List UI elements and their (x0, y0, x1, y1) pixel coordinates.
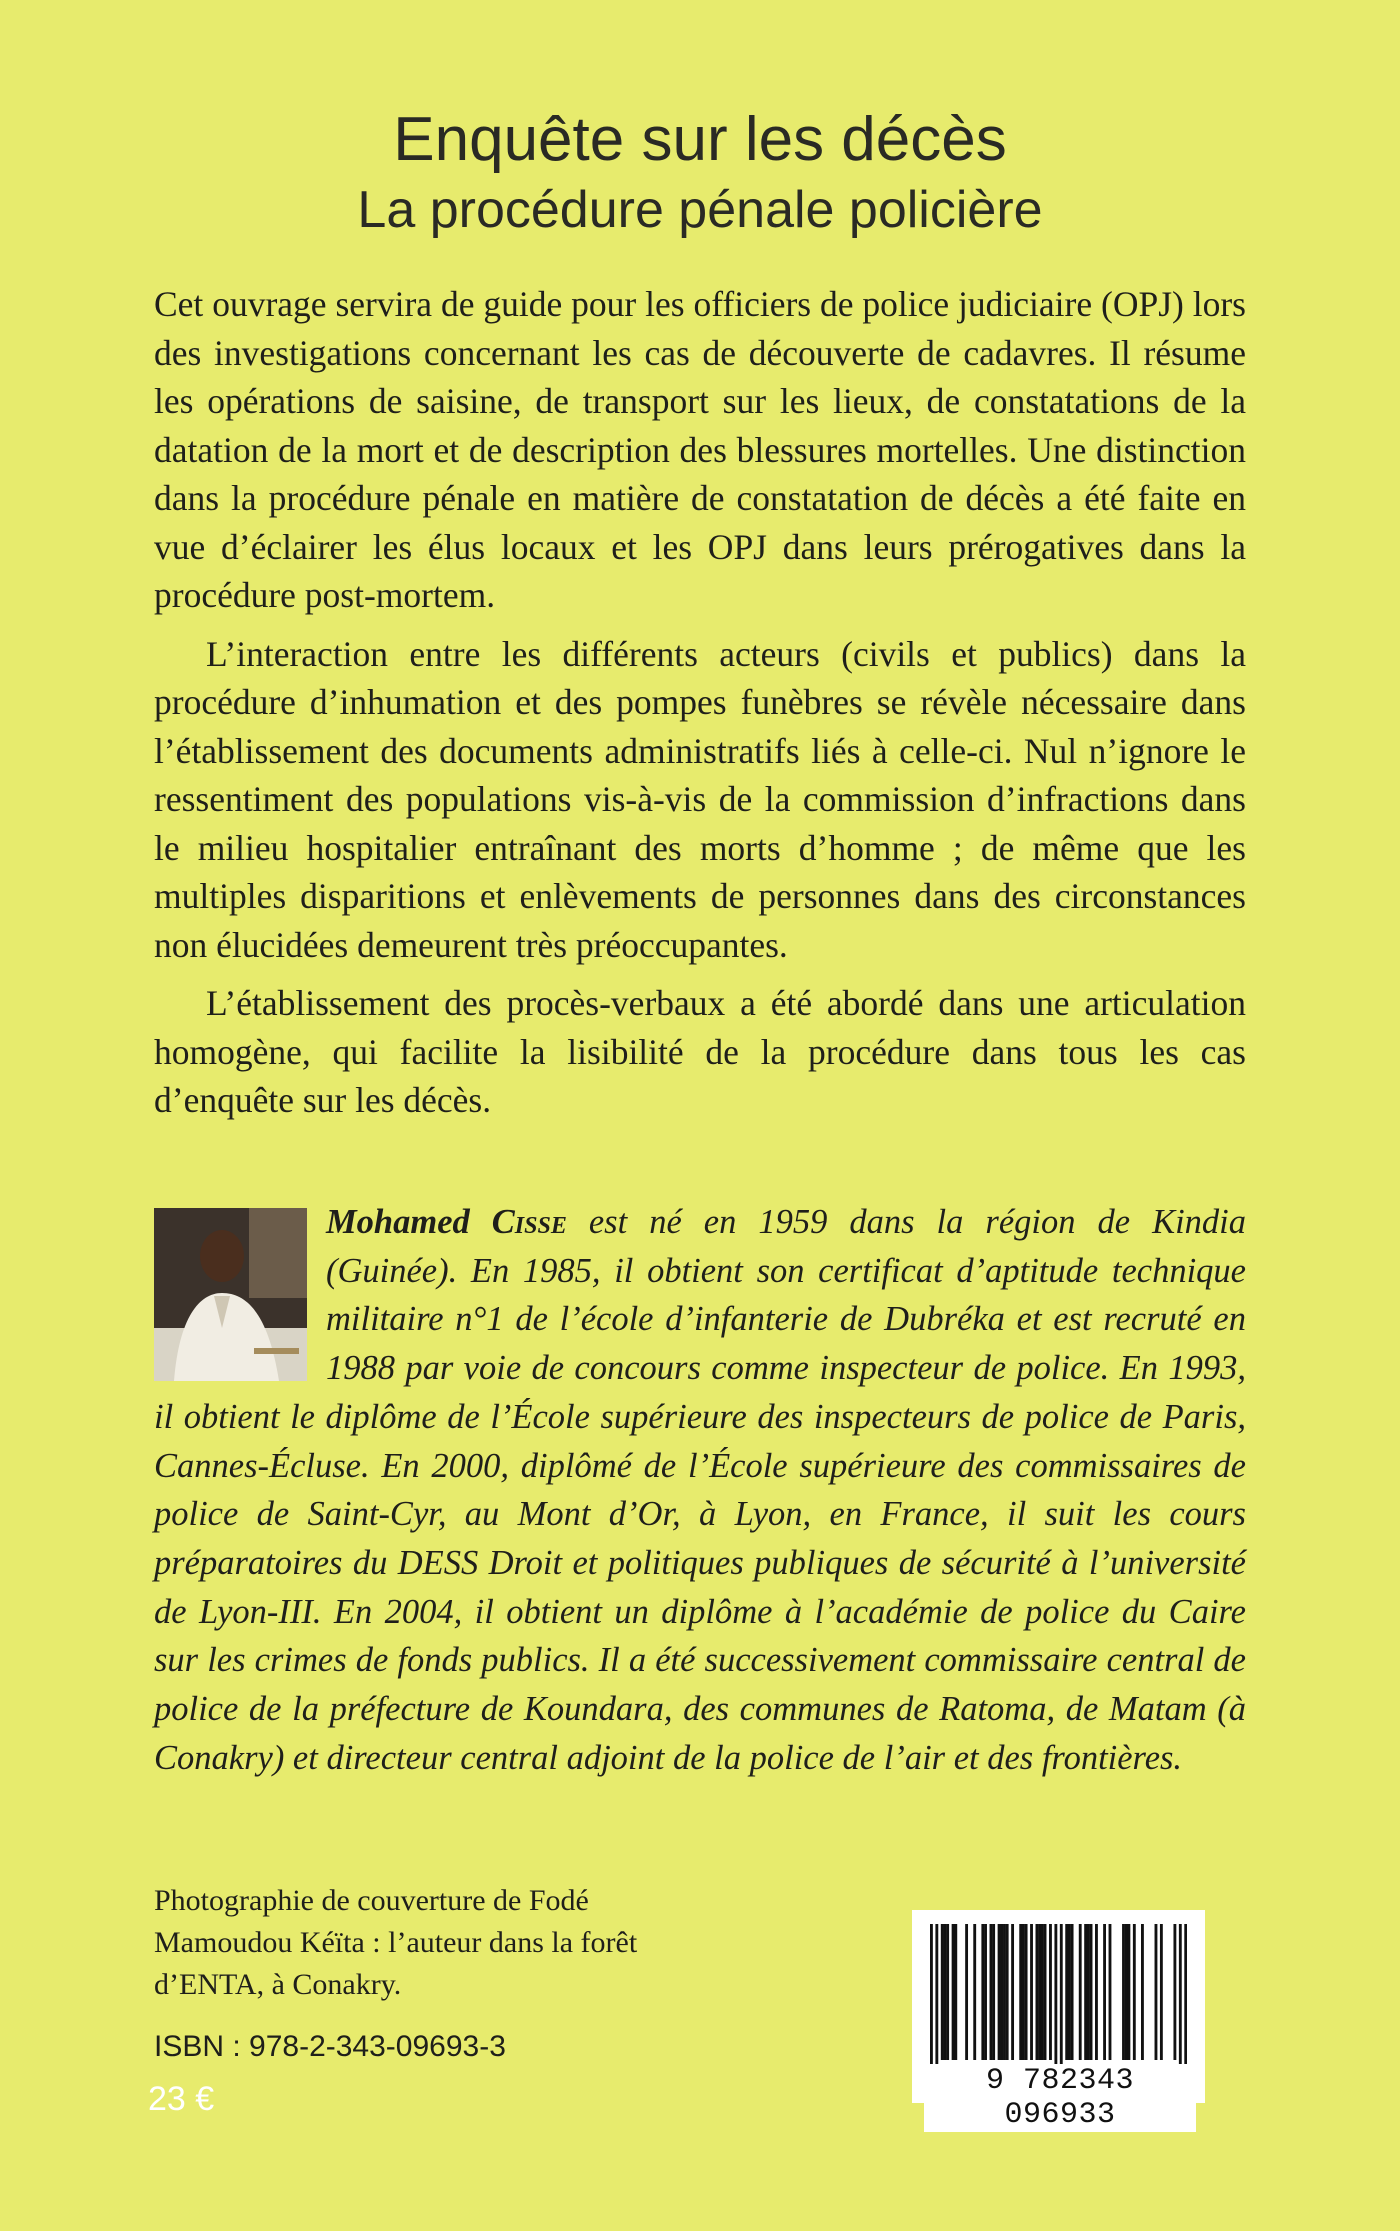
barcode-bar (1160, 1924, 1163, 2060)
barcode-bar (1141, 1924, 1144, 2060)
barcode-bar (1103, 1924, 1106, 2060)
synopsis-paragraph: L’établissement des procès-verbaux a été abordé dans une articulation homogène, qui facilite la lisibilité de la procédure dans tous les cas d’enquête sur les décès. (154, 983, 1246, 1120)
barcode-digits: 9 782343 096933 (924, 2064, 1196, 2132)
barcode-bar (1036, 1924, 1039, 2060)
barcode-bar (1060, 1924, 1063, 2072)
barcode-bar (984, 1924, 987, 2060)
book-title: Enquête sur les décès (393, 105, 1007, 174)
barcode-bar (1122, 1924, 1125, 2060)
barcode-bar (935, 1924, 938, 2072)
barcode-bar (944, 1924, 947, 2060)
barcode-bar (1065, 1924, 1068, 2060)
barcode-bar (1054, 1924, 1057, 2072)
price: 23 € (148, 2080, 215, 2118)
barcode-bar (992, 1924, 995, 2060)
barcode-bar (1025, 1924, 1028, 2060)
author-last-name: Cisse (491, 1203, 567, 1241)
barcode-bar (1179, 1924, 1182, 2072)
barcode-bar (1049, 1924, 1052, 2060)
barcode-bar (1000, 1924, 1003, 2060)
book-subtitle: La procédure pénale policière (357, 181, 1043, 239)
barcode-bar (1003, 1924, 1006, 2060)
barcode-bars (930, 1924, 1187, 2072)
barcode-bar (1133, 1924, 1136, 2060)
barcode-bar (990, 1924, 993, 2060)
barcode (912, 1910, 1205, 2132)
barcode-bar (1155, 1924, 1158, 2060)
photo-spacer (154, 1198, 326, 1390)
barcode-bar (998, 1924, 1001, 2060)
barcode-bar (1044, 1924, 1047, 2060)
barcode-bar (1090, 1924, 1093, 2060)
barcode-bar (1030, 1924, 1033, 2060)
isbn: ISBN : 978-2-343-09693-3 (154, 2030, 506, 2063)
barcode-bar (930, 1924, 933, 2072)
barcode-bar (952, 1924, 955, 2060)
barcode-bar (981, 1924, 984, 2060)
barcode-bar (1173, 1924, 1176, 2060)
author-bio (154, 1198, 1246, 1782)
barcode-bar (1109, 1924, 1112, 2060)
barcode-bar (973, 1924, 976, 2060)
barcode-bar (1095, 1924, 1098, 2060)
synopsis-paragraph: L’interaction entre les différents acteurs (civils et publics) dans la procédure d’inhumation et des pompes funèbres se révèle nécessaire dans l’établissement des documents administratifs liés à celle-ci. Nul n’ignore le ressentiment des populations vis-à-vis de la commission d’infractions dans le milieu hospitalier entraînant des morts d’homme ; de même que les multiples disparitions et enlèvements de personnes dans des circonstances non élucidées demeurent très préoccupantes. (154, 633, 1246, 965)
author-name (326, 1203, 567, 1241)
barcode-bar (1006, 1924, 1009, 2060)
barcode-bar (1087, 1924, 1090, 2060)
synopsis (154, 280, 1246, 1135)
barcode-bar (1071, 1924, 1074, 2060)
barcode-bar (1125, 1924, 1128, 2060)
barcode-bar (946, 1924, 949, 2060)
barcode-bar (1011, 1924, 1014, 2060)
barcode-bar (1022, 1924, 1025, 2060)
photo-credit: Photographie de couverture de Fodé Mamoudou Kéïta : l’auteur dans la forêt d’ENTA, à Conakry. (154, 1884, 638, 2001)
barcode-bar (1038, 1924, 1041, 2060)
barcode-bar (965, 1924, 968, 2060)
barcode-bar (1127, 1924, 1130, 2060)
synopsis-paragraph: Cet ouvrage servira de guide pour les officiers de police judiciaire (OPJ) lors des investigations concernant les cas de découverte de cadavres. Il résume les opérations de saisine, de transport sur les lieux, de constatations de la datation de la mort et de description des blessures mortelles. Une distinction dans la procédure pénale en matière de constatation de décès a été faite en vue d’éclairer les élus locaux et les OPJ dans leurs prérogatives dans la procédure post-mortem. (154, 284, 1246, 615)
barcode-bar (954, 1924, 957, 2060)
barcode-bar (1079, 1924, 1082, 2060)
author-bio-text: est né en 1959 dans la région de Kindia (Guinée). En 1985, il obtient son certificat d’aptitude technique militaire n°1 de l’école d’infanterie de Dubréka et est recruté en 1988 par voie de concours comme inspecteur de police. En 1993, il obtient le diplôme de l’École supérieure des inspecteurs de police de Paris, Cannes-Écluse. En 2000, diplômé de l’École supérieure des commissaires de police de Saint-Cyr, au Mont d’Or, à Lyon, en France, il suit les cours préparatoires du DESS Droit et politiques publiques de sécurité à l’université de Lyon-III. En 2004, il obtient un diplôme à l’académie de police du Caire sur les crimes de fonds publics. Il a été successivement commissaire central de police de la préfecture de Koundara, des communes de Ratoma, de Matam (à Conakry) et directeur central adjoint de la police de l’air et des frontières. (154, 1203, 1246, 1777)
barcode-bar (1184, 1924, 1187, 2072)
barcode-bar (1041, 1924, 1044, 2060)
author-first-name: Mohamed (326, 1203, 470, 1241)
barcode-bar (1019, 1924, 1022, 2060)
barcode-bar (941, 1924, 944, 2060)
barcode-bar (1068, 1924, 1071, 2060)
barcode-bar (1084, 1924, 1087, 2060)
